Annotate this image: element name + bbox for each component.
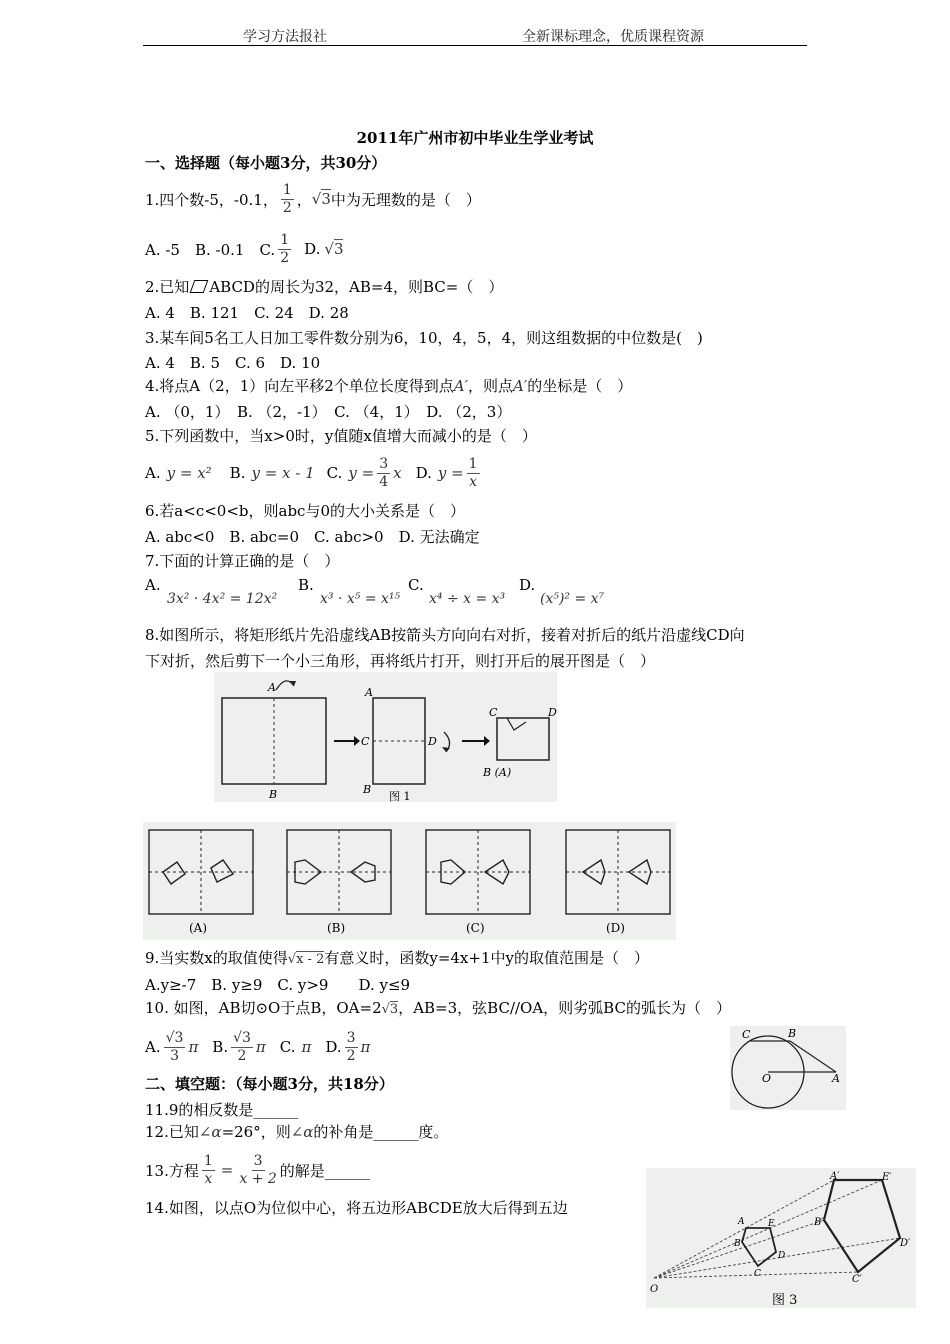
page-title: 2011年广州市初中毕业生学业考试 [356, 129, 594, 147]
parallelogram-icon [190, 280, 209, 293]
choice-d-label: (D) [606, 921, 625, 935]
question-2-options: A. 4 B. 121 C. 24 D. 28 [145, 304, 349, 322]
choice-b-diagram [287, 830, 391, 914]
svg-text:C: C [361, 735, 370, 748]
svg-text:C: C [489, 706, 498, 719]
question-1-options: A. -5 B. -0.1 C. $\frac{1}{2}$ D. √3 [145, 231, 344, 266]
question-8-line-1: 8.如图所示，将矩形纸片先沿虚线AB按箭头方向向右对折，接着对折后的纸片沿虚线CD向 [145, 626, 745, 644]
section-1-heading: 一、选择题（每小题3分，共30分） [145, 154, 387, 172]
svg-text:A: A [268, 681, 276, 694]
fraction-1-2: $\frac{1}{2}$ [282, 181, 292, 216]
question-3: 3.某车间5名工人日加工零件数分别为6，10，4，5，4，则这组数据的中位数是( ) [145, 329, 703, 347]
sqrt-3: √3 [311, 190, 331, 208]
choice-c-label: (C) [466, 921, 485, 935]
figure-1-choices [143, 822, 676, 940]
question-4-options: A. （0，1） B. （2，-1） C. （4，1） D. （2，3） [145, 403, 512, 421]
question-14: 14.如图，以点O为位似中心，将五边形ABCDE放大后得到五边 [145, 1199, 568, 1217]
choice-b-label: (B) [327, 921, 346, 935]
svg-text:C: C [742, 1028, 751, 1041]
question-9-options: A.y≥-7 B. y≥9 C. y>9 D. y≤9 [145, 976, 411, 994]
svg-text:D: D [428, 735, 437, 748]
figure-10-circle [730, 1026, 846, 1110]
question-8-line-2: 下对折，然后剪下一个小三角形，再将纸片打开，则打开后的展开图是（ ） [145, 652, 656, 670]
question-5: 5.下列函数中，当x>0时，y值随x值增大而减小的是（ ） [145, 427, 537, 445]
question-4: 4.将点A（2，1）向左平移2个单位长度得到点A′，则点A′的坐标是（ ） [145, 377, 633, 395]
choice-d-diagram [566, 830, 670, 914]
question-7: 7.下面的计算正确的是（ ） [145, 552, 340, 570]
choice-c-diagram [426, 830, 530, 914]
svg-text:E′: E′ [882, 1172, 892, 1183]
svg-text:O: O [762, 1072, 772, 1085]
svg-text:A′: A′ [830, 1171, 840, 1182]
header-right: 全新课标理念，优质课程资源 [522, 29, 704, 45]
svg-text:图 3: 图 3 [772, 1293, 798, 1308]
question-6-options: A. abc<0 B. abc=0 C. abc>0 D. 无法确定 [145, 528, 480, 546]
question-11: 11.9的相反数是______ [145, 1101, 299, 1119]
svg-text:D: D [778, 1251, 786, 1261]
svg-text:D: D [548, 706, 557, 719]
header-left: 学习方法报社 [243, 29, 327, 45]
svg-text:B: B [363, 783, 372, 796]
choice-a-label: (A) [189, 921, 208, 935]
svg-text:B (A): B (A) [483, 766, 512, 779]
question-10: 10. 如图，AB切⊙O于点B，OA=2√3，AB=3，弦BC//OA，则劣弧BC的弧长为（ ） [145, 999, 731, 1017]
svg-text:C′: C′ [852, 1274, 862, 1285]
question-5-options: A. y = x² B. y = x - 1 C. y = $\frac{3}{4}$ x D. y = $\frac{1}{x}$ [145, 455, 478, 490]
svg-text:O: O [650, 1284, 659, 1295]
svg-text:D′: D′ [900, 1238, 911, 1249]
question-1: 1.四个数-5，-0.1， $\frac{1}{2}$ ， √3 中为无理数的是（ ） [145, 181, 481, 216]
svg-text:A: A [738, 1217, 745, 1227]
svg-text:A: A [832, 1072, 840, 1085]
question-2: 2.已知 ABCD的周长为32，AB=4，则BC=（ ） [145, 278, 504, 296]
figure-3-homothety [646, 1168, 916, 1308]
question-3-options: A. 4 B. 5 C. 6 D. 10 [145, 354, 321, 372]
svg-text:B′: B′ [814, 1217, 824, 1228]
svg-text:B: B [734, 1239, 741, 1249]
svg-text:E: E [768, 1219, 775, 1229]
svg-text:C: C [754, 1269, 761, 1279]
svg-text:图 1: 图 1 [389, 790, 411, 802]
svg-text:A: A [365, 686, 373, 699]
header-rule [143, 45, 807, 46]
question-13: 13.方程 $\frac{1}{x}$ = $\frac{3}{x + 2}$ 的解是______ [145, 1152, 370, 1187]
question-9: 9.当实数x的取值使得√x - 2有意义时，函数y=4x+1中y的取值范围是（ ） [145, 949, 649, 967]
choice-a-diagram [149, 830, 253, 914]
figure-1-folding [214, 672, 557, 802]
svg-text:B: B [788, 1027, 797, 1040]
svg-text:B: B [269, 788, 278, 801]
question-10-options: A. $\frac{√3}{3}$ π B. $\frac{√3}{2}$ π C. π D. $\frac{3}{2}$ π [145, 1029, 371, 1064]
question-6: 6.若a<c<0<b，则abc与0的大小关系是（ ） [145, 502, 465, 520]
section-2-heading: 二、填空题：（每小题3分，共18分） [145, 1075, 394, 1093]
question-12: 12.已知∠α=26°，则∠α的补角是______度。 [145, 1123, 449, 1141]
